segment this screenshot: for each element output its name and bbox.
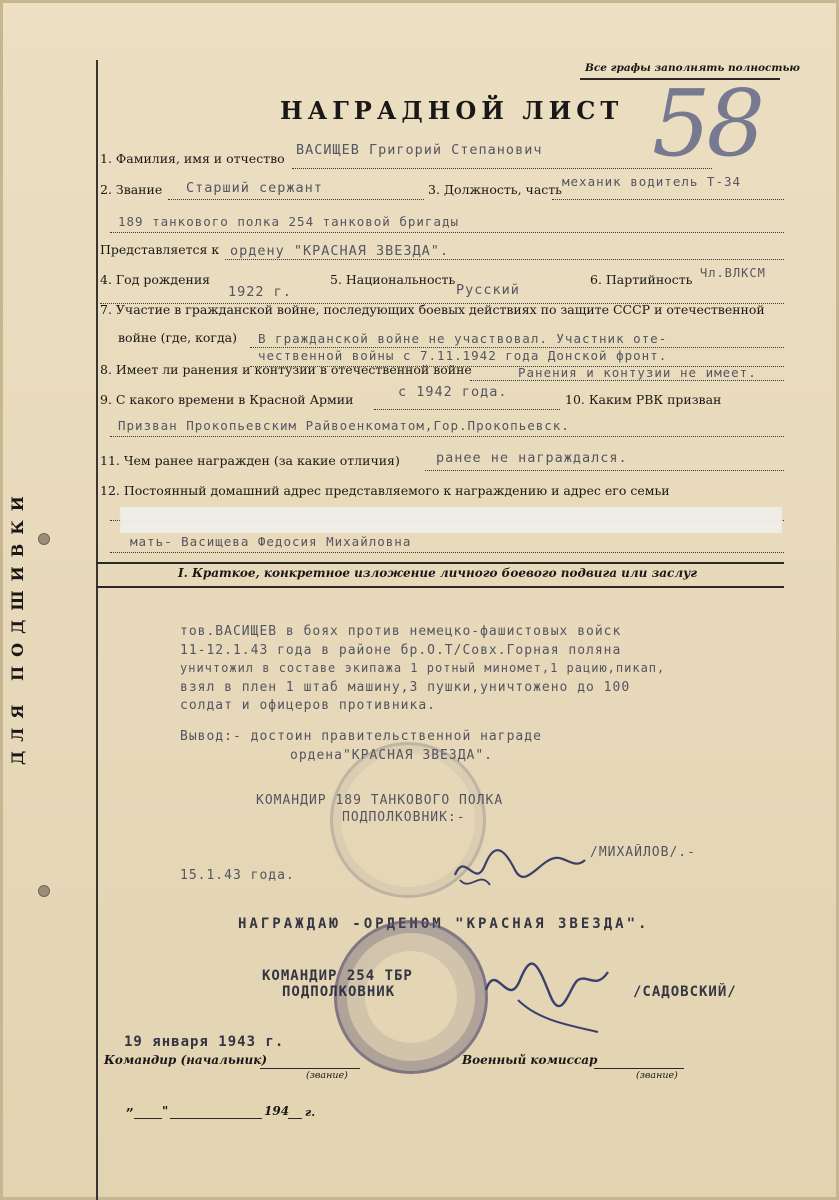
top-note: Все графы заполнять полностью [585, 62, 800, 74]
field-2-label: 2. Звание [100, 182, 163, 197]
field-11-value: ранее не награждался. [436, 450, 628, 466]
represent-value: ордену "КРАСНАЯ ЗВЕЗДА". [230, 243, 450, 259]
conclusion-line-1: Вывод:- достоин правительственной награде [180, 729, 542, 744]
field-1-value: ВАСИЩЕВ Григорий Степанович [296, 142, 543, 158]
field-7-value: В гражданской войне не участвовал. Участник оте- [258, 331, 668, 346]
section-title: I. Краткое, конкретное изложение личного боевого подвига или заслуг [178, 566, 698, 580]
field-8-value: Ранения и контузии не имеет. [518, 365, 757, 380]
field-8-label: 8. Имеет ли ранения и контузии в отечественной войне [100, 362, 472, 377]
field-7-label: 7. Участие в гражданской войне, последующих боевых действиях по защите СССР и отечественной [100, 302, 765, 317]
feat-line-2: 11-12.1.43 года в районе бр.О.Т/Совх.Горная поляна [180, 643, 622, 658]
field-3-value: механик водитель Т-34 [562, 174, 742, 189]
field-12-value: мать- Васищева Федосия Михайловна [130, 534, 412, 549]
represent-label: Представляется к [100, 242, 220, 257]
field-3-label: 3. Должность, часть [428, 182, 562, 197]
regiment-commander-signature [445, 830, 595, 900]
field-2-value: Старший сержант [186, 180, 323, 196]
footer-commissar-label: Военный комиссар [462, 1053, 598, 1067]
date-brigade: 19 января 1943 г. [124, 1034, 285, 1050]
footer-date-quote-open: „ [126, 1098, 135, 1114]
binding-margin-line [96, 60, 98, 1200]
regiment-commander-line-2: ПОДПОЛКОВНИК:- [342, 810, 466, 825]
field-11-label: 11. Чем ранее награжден (за какие отличия) [100, 453, 400, 468]
footer-commander-label: Командир (начальник) [104, 1053, 268, 1067]
field-7-value-line2: чественной войны с 7.11.1942 года Донской фронт. [258, 348, 668, 363]
award-line: НАГРАЖДАЮ -ОРДЕНОМ "КРАСНАЯ ЗВЕЗДА". [238, 916, 650, 932]
punch-hole-upper [38, 533, 50, 545]
side-label-binding: ДЛЯ ПОДШИВКИ [8, 487, 27, 765]
field-7-label-line2: войне (где, когда) [118, 330, 237, 345]
feat-line-4: взял в плен 1 штаб машину,3 пушки,уничтожено до 100 [180, 680, 631, 695]
footer-date-year: 194 [264, 1104, 290, 1118]
field-4-value: 1922 г. [228, 284, 292, 300]
brigade-commander-line-2: ПОДПОЛКОВНИК [282, 984, 396, 1000]
conclusion-line-2: ордена"КРАСНАЯ ЗВЕЗДА". [290, 748, 494, 763]
handwritten-number: 58 [652, 70, 762, 177]
feat-line-3: уничтожил в составе экипажа 1 ротный миномет,1 рацию,пикап, [180, 661, 666, 675]
regiment-commander-line-1: КОМАНДИР 189 ТАНКОВОГО ПОЛКА [256, 793, 504, 808]
field-6-label: 6. Партийность [590, 272, 693, 287]
footer-date-g: г. [305, 1106, 316, 1119]
field-4-label: 4. Год рождения [100, 272, 211, 287]
field-9-label: 9. С какого времени в Красной Армии [100, 392, 354, 407]
field-5-label: 5. Национальность [330, 272, 456, 287]
field-6-value: Чл.ВЛКСМ [700, 266, 766, 280]
regiment-commander-name: /МИХАЙЛОВ/.- [590, 845, 696, 860]
feat-line-5: солдат и офицеров противника. [180, 698, 436, 713]
punch-hole-lower [38, 885, 50, 897]
field-5-value: Русский [456, 282, 520, 298]
footer-date-quote-close: " [162, 1104, 169, 1118]
date-regiment: 15.1.43 года. [180, 868, 295, 883]
field-3-value-line2: 189 танкового полка 254 танковой бригады [118, 214, 460, 229]
brigade-commander-name: /САДОВСКИЙ/ [633, 984, 737, 1000]
field-9-value: с 1942 года. [398, 384, 508, 400]
feat-line-1: тов.ВАСИЩЕВ в боях против немецко-фашистовых войск [180, 624, 622, 639]
redacted-address [120, 507, 782, 533]
brigade-commander-line-1: КОМАНДИР 254 ТБР [262, 968, 413, 984]
footer-rank-hint-right: (звание) [636, 1070, 678, 1081]
field-10-value: Призван Прокопьевским Райвоенкоматом,Гор.Прокопьевск. [118, 418, 570, 433]
page-title: НАГРАДНОЙ ЛИСТ [280, 96, 624, 125]
field-1-label: 1. Фамилия, имя и отчество [100, 151, 285, 166]
field-10-label: 10. Каким РВК призван [565, 392, 722, 407]
field-12-label: 12. Постоянный домашний адрес представляемого к награждению и адрес его семьи [100, 483, 670, 498]
brigade-commander-signature [478, 950, 628, 1040]
footer-rank-hint-left: (звание) [306, 1070, 348, 1081]
